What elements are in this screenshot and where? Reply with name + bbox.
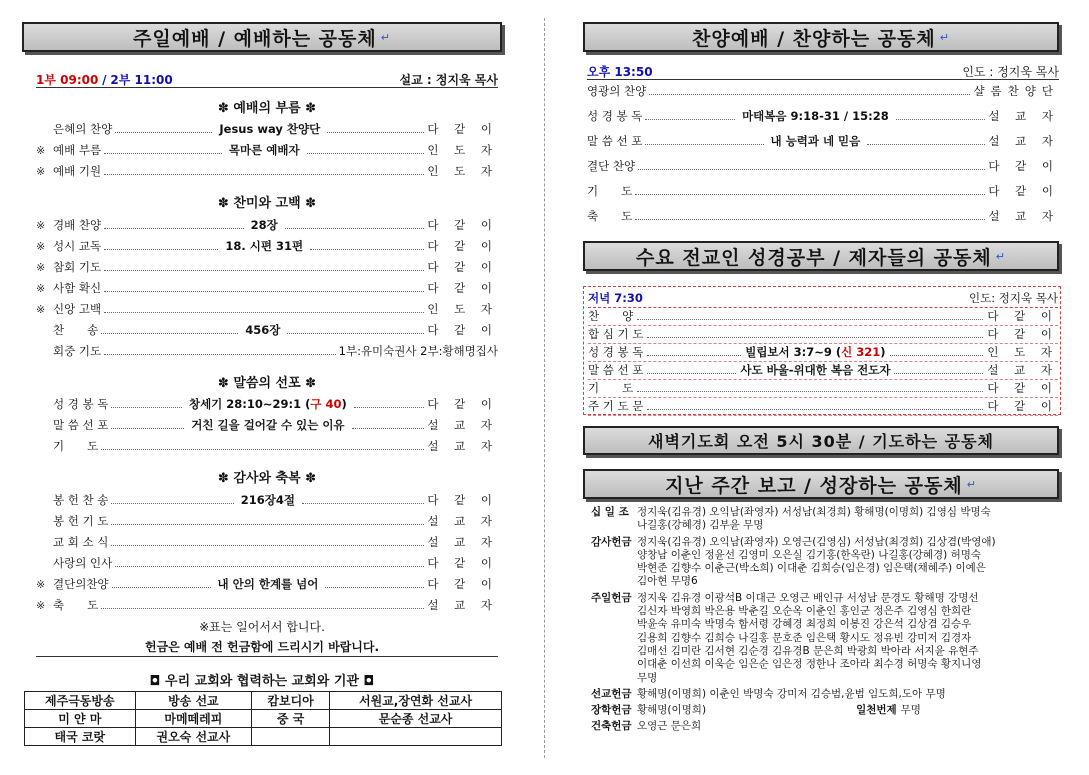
order-leader: 인 도 자	[427, 302, 498, 316]
leader-dots	[285, 228, 425, 229]
report-line	[591, 549, 1061, 562]
praise-item	[587, 107, 1059, 125]
order-leader: 다 같 이	[427, 493, 498, 507]
leader-dots	[104, 153, 222, 154]
weekly-report-banner: 지난 주간 보고 / 성장하는 공동체 ↵	[583, 469, 1059, 499]
standing-note: ※표는 일어서서 합니다.	[199, 620, 325, 634]
order-label: 봉 헌 찬 송	[53, 493, 109, 507]
dawn-prayer-banner	[583, 426, 1059, 455]
order-label: 교 회 소 식	[53, 535, 109, 549]
wednesday-leader-name: 설 교 자	[987, 363, 1059, 377]
report-names: 이대춘 이선희 이욱순 임은순 임은정 정한나 조아라 최수경 허명숙 황지니영	[637, 658, 982, 671]
praise-item	[587, 132, 1059, 150]
partner-cell: 권오숙 선교사	[135, 728, 251, 746]
first-service-time: 1부 09:00	[36, 72, 99, 87]
leader-dots	[649, 94, 970, 95]
order-label: 경배 찬양	[53, 218, 102, 232]
order-label: 예배 부름	[53, 143, 102, 157]
wednesday-item	[588, 397, 1058, 416]
leader-dots	[112, 587, 211, 588]
detail-close: )	[880, 345, 886, 359]
leader-dots	[637, 391, 983, 392]
report-names: 김아현 무명6	[637, 575, 698, 588]
order-mark: ※	[36, 239, 46, 253]
wednesday-label: 성 경 봉 독	[588, 345, 644, 359]
wednesday-item	[588, 343, 1058, 362]
praise-item	[587, 182, 1059, 200]
wednesday-box	[583, 286, 1061, 415]
dawn-prayer-title: 새벽기도회 오전 5시 30분 / 기도하는 공동체	[648, 432, 994, 451]
service-times	[36, 71, 173, 88]
order-item	[36, 416, 498, 434]
leader-dots	[104, 354, 336, 355]
wednesday-banner: 수요 전교인 성경공부 / 제자들의 공동체 ↵	[583, 241, 1059, 271]
wednesday-leader: 인도: 정지욱 목사	[969, 291, 1058, 305]
praise-detail: 내 능력과 네 믿음	[767, 133, 865, 149]
preacher-label: 설교 : 정지욱 목사	[399, 72, 498, 87]
order-label: 사함 확신	[53, 281, 102, 295]
partner-row	[25, 692, 502, 710]
order-leader: 다 같 이	[427, 218, 499, 232]
order-leader: 설 교 자	[427, 514, 498, 528]
order-leader: 설 교 자	[427, 598, 498, 612]
detail-close: )	[341, 397, 347, 411]
wednesday-leader-name: 다 같 이	[987, 309, 1058, 323]
order-detail-text: 창세기 28:10~29:1 (	[188, 397, 311, 411]
praise-detail: 마태복음 9:18-31 / 15:28	[738, 108, 893, 124]
order-label: 사랑의 인사	[53, 556, 113, 570]
wednesday-detail-text: 빌립보서 3:7~9 (	[745, 345, 842, 359]
report-names: 김신자 박영희 박은용 박춘길 오순옥 이춘인 홍인군 정은주 김영심 한희란	[637, 605, 972, 618]
order-detail-text: 목마른 예배자	[228, 143, 300, 157]
order-item	[36, 575, 498, 593]
wednesday-detail-text: 사도 바울-위대한 복음 전도자	[740, 363, 891, 377]
partner-cell: 중 국	[252, 710, 330, 728]
partners-table	[24, 691, 502, 746]
order-detail-text: 28장	[250, 218, 278, 232]
report-line	[591, 519, 1061, 532]
sunday-worship-title: 주일예배 / 예배하는 공동체	[133, 27, 377, 50]
leader-dots	[104, 174, 424, 175]
leader-dots	[635, 194, 985, 195]
order-item	[36, 533, 498, 551]
report-line	[591, 592, 1061, 605]
order-label: 말 씀 선 포	[53, 418, 109, 432]
order-detail-text: 내 안의 한계를 넘어	[217, 577, 319, 591]
order-leader: 다 같 이	[427, 577, 499, 591]
wednesday-item	[588, 307, 1058, 326]
leader-dots	[104, 249, 218, 250]
leader-dots	[101, 449, 424, 450]
report-names: 나길홍(강혜경) 김부윤 무명	[637, 519, 764, 532]
wednesday-time: 저녁 7:30	[588, 291, 643, 305]
order-leader: 설 교 자	[427, 535, 498, 549]
praise-leader-name: 다 같 이	[988, 184, 1059, 198]
praise-worship-title: 찬양예배 / 찬양하는 공동체	[692, 27, 936, 50]
report-line	[591, 506, 1061, 519]
order-label: 예배 기원	[53, 164, 102, 178]
leader-dots	[104, 270, 424, 271]
wednesday-label: 합 심 기 도	[588, 327, 644, 341]
leader-dots	[645, 119, 735, 120]
order-label: 기 도	[53, 439, 99, 453]
order-label: 신앙 고백	[53, 302, 102, 316]
leader-dots	[101, 333, 238, 334]
praise-leader-name: 설 교 자	[988, 209, 1059, 223]
report-names: 박윤숙 유미숙 박명숙 함서령 강혜경 최정희 이봉진 강은석 김상겸 김승우	[637, 618, 972, 631]
order-item	[36, 279, 498, 297]
leader-dots	[647, 337, 983, 338]
order-leader: 인 도 자	[427, 164, 498, 178]
leader-dots	[111, 428, 184, 429]
praise-leader-name: 다 같 이	[988, 159, 1059, 173]
wednesday-leader-name: 다 같 이	[987, 327, 1058, 341]
leader-dots	[111, 524, 424, 525]
order-leader: 설 교 자	[427, 439, 498, 453]
wednesday-label: 기 도	[588, 381, 634, 395]
order-detail	[247, 217, 282, 233]
order-item	[36, 491, 498, 509]
offering-note: 헌금은 예배 전 헌금함에 드리시기 바랍니다.	[144, 640, 380, 654]
praise-label: 축 도	[587, 209, 633, 223]
order-item	[36, 162, 498, 180]
leader-dots	[645, 144, 763, 145]
report-line	[591, 618, 1061, 631]
section-heading: ✽ 예배의 부름 ✽	[217, 101, 317, 116]
order-detail	[187, 417, 348, 433]
praise-item	[587, 207, 1059, 225]
wednesday-item	[588, 361, 1058, 380]
order-label: 은혜의 찬양	[53, 122, 113, 136]
leader-dots	[638, 169, 985, 170]
report-extra-names: 무명	[900, 704, 921, 717]
order-detail-text: Jesus way 찬양단	[219, 122, 321, 136]
order-item	[36, 395, 498, 413]
order-leader: 다 같 이	[427, 323, 499, 337]
order-item	[36, 141, 498, 159]
partner-row	[25, 728, 502, 746]
order-leader: 인 도 자	[427, 143, 498, 157]
praise-info-row	[587, 63, 1059, 80]
leader-dots	[647, 373, 736, 374]
partner-cell	[330, 728, 502, 746]
second-service-time: 2부 11:00	[110, 72, 173, 87]
order-leader: 1부:유미숙권사 2부:황해명집사	[338, 344, 498, 358]
wednesday-label: 말 씀 선 포	[588, 363, 644, 377]
leader-dots	[647, 355, 741, 356]
praise-time: 오후 13:50	[587, 64, 653, 79]
notes-rule	[36, 656, 498, 657]
order-mark: ※	[36, 143, 46, 157]
praise-leader-name: 설 교 자	[988, 134, 1060, 148]
report-line	[591, 632, 1061, 645]
order-detail	[225, 142, 304, 158]
partners-title: ◘ 우리 교회와 협력하는 교회와 기관 ◘	[149, 674, 375, 689]
order-detail-text: 18. 시편 31편	[225, 239, 304, 253]
order-detail	[214, 576, 323, 592]
wednesday-detail	[740, 362, 890, 378]
sunday-info-row	[36, 71, 498, 88]
report-names: 무명	[637, 671, 658, 684]
time-separator: /	[102, 72, 107, 87]
report-line	[591, 704, 1061, 717]
order-detail-text: 216장4절	[240, 493, 295, 507]
order-item	[36, 437, 498, 455]
order-leader: 설 교 자	[427, 418, 498, 432]
partner-cell: 제주극동방송	[25, 692, 136, 710]
praise-label: 말 씀 선 포	[587, 134, 643, 148]
order-leader: 다 같 이	[427, 122, 499, 136]
order-mark: ※	[36, 577, 46, 591]
order-detail	[185, 396, 351, 412]
report-names: 오영근 문은희	[637, 720, 702, 733]
order-leader: 다 같 이	[427, 281, 498, 295]
order-leader: 다 같 이	[427, 260, 498, 274]
order-item	[36, 512, 498, 530]
report-line	[591, 575, 1061, 588]
wednesday-label: 주 기 도 문	[588, 399, 644, 413]
partner-cell: 캄보디아	[252, 692, 330, 710]
order-item	[36, 120, 498, 138]
report-names: 양창남 이춘인 정윤선 김영미 오은실 김기홍(한옥란) 나길홍(강혜경) 허명숙	[637, 548, 982, 561]
leader-dots	[894, 373, 983, 374]
leader-dots	[111, 545, 424, 546]
leader-dots	[867, 144, 985, 145]
order-label: 찬 송	[53, 323, 99, 337]
leader-dots	[287, 333, 424, 334]
wednesday-info-row	[588, 289, 1058, 308]
leader-dots	[896, 119, 986, 120]
report-line	[591, 605, 1061, 618]
report-line	[591, 658, 1061, 671]
leader-dots	[111, 407, 182, 408]
report-category: 선교헌금	[591, 687, 632, 700]
praise-leader: 인도 : 정지욱 목사	[962, 64, 1059, 79]
leader-dots	[115, 566, 424, 567]
order-label: 결단의찬양	[53, 577, 109, 591]
report-category-extra: 일천번제	[856, 704, 897, 717]
report-names: 황해명(이명희)	[637, 704, 707, 717]
order-item	[36, 300, 498, 318]
praise-item	[587, 157, 1059, 175]
leader-dots	[310, 249, 424, 250]
leader-dots	[101, 608, 424, 609]
praise-label: 성 경 봉 독	[587, 109, 643, 123]
order-item	[36, 596, 498, 614]
order-label: 성 경 봉 독	[53, 397, 109, 411]
praise-label: 결단 찬양	[587, 159, 636, 173]
page-divider	[544, 18, 545, 758]
order-label: 회중 기도	[53, 344, 102, 358]
leader-dots	[111, 503, 233, 504]
weekly-report	[591, 506, 1061, 734]
leader-dots	[352, 428, 425, 429]
leader-dots	[325, 587, 424, 588]
section-heading: ✽ 말씀의 선포 ✽	[217, 376, 317, 391]
report-names: 정지욱 김유경 이광석B 이대근 오영근 배인규 서성남 문경도 황해명 강명선	[637, 591, 979, 604]
report-names: 정지욱(김유경) 오익남(좌영자) 오영근(김영심) 서성남(최경희) 김상겸(박영애)	[637, 535, 996, 548]
report-names: 황해명(이명희) 이춘인 박명숙 강미저 김승범,윤범 임도희,도아 무명	[637, 687, 946, 700]
partner-cell: 태국 코랏	[25, 728, 136, 746]
partner-cell: 문순종 선교사	[330, 710, 502, 728]
leader-dots	[635, 219, 985, 220]
wednesday-item	[588, 379, 1058, 398]
report-line	[591, 536, 1061, 549]
partner-cell: 서원교,장연화 선교사	[330, 692, 502, 710]
wednesday-leader-name: 인 도 자	[987, 345, 1059, 359]
praise-leader-name: 샬롬찬양단	[973, 84, 1059, 98]
partner-cell: 방송 선교	[135, 692, 251, 710]
order-leader: 다 같 이	[427, 239, 499, 253]
leader-dots	[307, 153, 425, 154]
report-category: 감사헌금	[591, 535, 632, 548]
order-mark: ※	[36, 598, 46, 612]
order-item	[36, 216, 498, 234]
weekly-report-title: 지난 주간 보고 / 성장하는 공동체	[665, 474, 963, 497]
partner-cell	[252, 728, 330, 746]
order-item	[36, 321, 498, 339]
leader-dots	[104, 291, 424, 292]
order-leader: 다 같 이	[427, 397, 498, 411]
order-item	[36, 342, 498, 360]
order-detail	[237, 492, 299, 508]
order-leader: 다 같 이	[427, 556, 498, 570]
leader-dots	[104, 228, 244, 229]
section-heading: ✽ 감사와 축복 ✽	[217, 471, 317, 486]
report-line	[591, 672, 1061, 685]
report-category: 주일헌금	[591, 591, 632, 604]
order-detail	[221, 238, 307, 254]
praise-label: 영광의 찬양	[587, 84, 647, 98]
leader-dots	[115, 132, 212, 133]
wednesday-item	[588, 325, 1058, 344]
order-mark: ※	[36, 218, 46, 232]
leader-dots	[637, 319, 983, 320]
leader-dots	[647, 409, 983, 410]
order-label: 봉 헌 기 도	[53, 514, 109, 528]
sunday-worship-banner: 주일예배 / 예배하는 공동체 ↵	[22, 22, 502, 52]
order-detail-text: 456장	[245, 323, 281, 337]
order-item	[36, 237, 498, 255]
report-names: 박현준 김향수 이춘근(박소희) 이대춘 김희승(임은경) 임은택(채혜주) 이예은	[637, 562, 986, 575]
report-category: 십 일 조	[591, 506, 629, 518]
wednesday-title: 수요 전교인 성경공부 / 제자들의 공동체	[636, 246, 992, 269]
section-heading: ✽ 찬미와 고백 ✽	[217, 196, 317, 211]
leader-dots	[302, 503, 424, 504]
order-label: 성시 교독	[53, 239, 102, 253]
leader-dots	[890, 355, 984, 356]
report-line	[591, 562, 1061, 575]
order-item	[36, 258, 498, 276]
report-names: 정지욱(김유경) 오익남(좌영자) 서성남(최경희) 황해명(이명희) 김영심 박명숙	[637, 506, 991, 518]
wednesday-leader-name: 다 같 이	[987, 399, 1058, 413]
order-detail	[215, 121, 324, 137]
order-item	[36, 554, 498, 572]
leader-dots	[327, 132, 424, 133]
order-mark: ※	[36, 164, 46, 178]
report-names: 김매선 김미란 김서현 김순경 김유경B 문은희 박광희 박아라 서지윤 유현주	[637, 644, 979, 657]
praise-item	[587, 82, 1059, 100]
order-mark: ※	[36, 302, 46, 316]
report-line	[591, 688, 1061, 701]
order-label: 축 도	[53, 598, 99, 612]
praise-leader-name: 설 교 자	[988, 109, 1059, 123]
praise-label: 기 도	[587, 184, 633, 198]
hymn-number: 구 40	[310, 397, 342, 411]
partner-cell: 마메떼레피	[135, 710, 251, 728]
report-line	[591, 720, 1061, 733]
report-line	[591, 645, 1061, 658]
order-label: 참회 기도	[53, 260, 102, 274]
praise-worship-banner: 찬양예배 / 찬양하는 공동체 ↵	[583, 22, 1059, 52]
wednesday-label: 찬 양	[588, 309, 634, 323]
order-detail	[241, 322, 284, 338]
partner-cell: 미 얀 마	[25, 710, 136, 728]
partner-row	[25, 710, 502, 728]
order-detail-text: 거친 길을 걸어갈 수 있는 이유	[191, 418, 345, 432]
order-mark: ※	[36, 260, 46, 274]
hymn-number: 신 321	[841, 345, 881, 359]
report-names: 김용희 김향수 김희승 나길홍 문호준 임은택 황시도 정유빈 강미저 김경자	[637, 631, 972, 644]
wednesday-detail	[745, 344, 885, 360]
report-category: 건축헌금	[591, 720, 632, 733]
leader-dots	[354, 407, 425, 408]
wednesday-leader-name: 다 같 이	[987, 381, 1058, 395]
order-mark: ※	[36, 281, 46, 295]
leader-dots	[104, 312, 424, 313]
report-category: 장학헌금	[591, 704, 632, 717]
